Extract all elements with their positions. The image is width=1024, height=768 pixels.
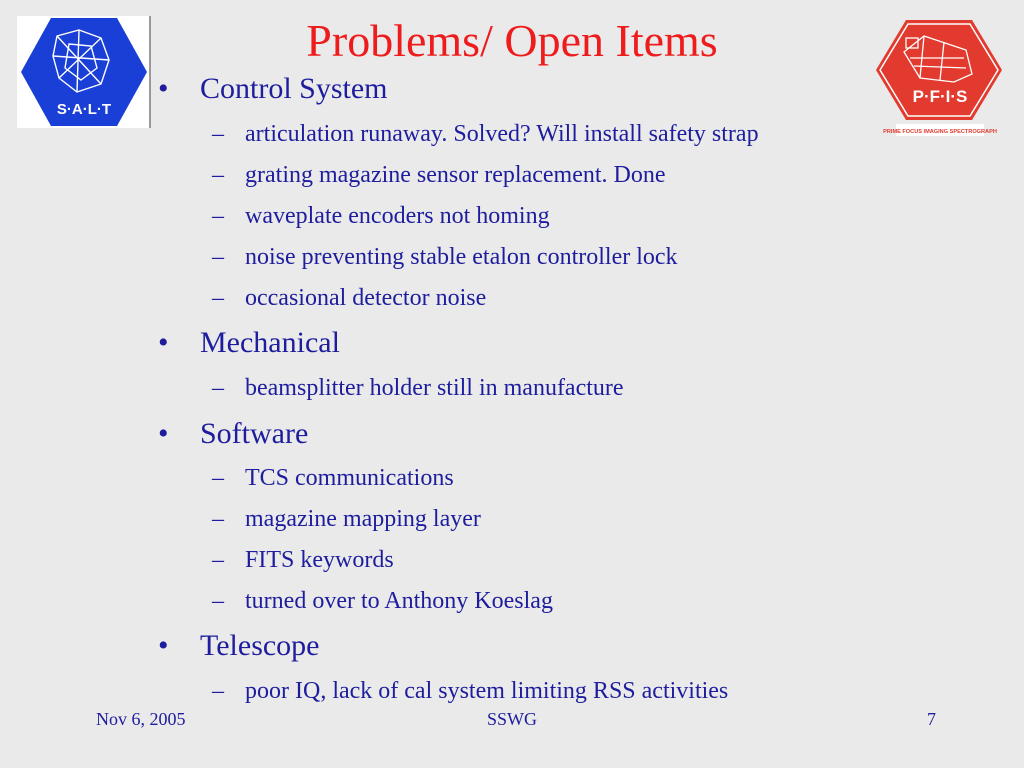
footer-page-number: 7 (927, 709, 936, 729)
section-heading: Control System (200, 72, 388, 105)
footer-event: SSWG (486, 709, 537, 729)
sub-item-text: waveplate encoders not homing (245, 203, 550, 229)
dash-icon: – (212, 203, 224, 229)
sub-item-text: magazine mapping layer (245, 506, 481, 532)
salt-logo-text: S·A·L·T (56, 101, 112, 118)
bullet-icon: • (158, 417, 169, 450)
dash-icon: – (212, 121, 224, 147)
dash-icon: – (212, 162, 224, 188)
section-heading: Mechanical (200, 326, 340, 359)
sub-item-text: articulation runaway. Solved? Will install safety strap (245, 121, 759, 147)
sub-item-text: occasional detector noise (245, 285, 487, 311)
sub-item-text: turned over to Anthony Koeslag (245, 588, 553, 614)
sub-item-text: beamsplitter holder still in manufacture (245, 375, 624, 401)
dash-icon: – (212, 465, 224, 491)
sub-item-text: noise preventing stable etalon controller lock (245, 244, 678, 270)
sub-item-text: poor IQ, lack of cal system limiting RSS activities (245, 678, 729, 704)
sub-item-text: FITS keywords (245, 547, 394, 573)
dash-icon: – (212, 506, 224, 532)
pfis-logo-subtext: PRIME FOCUS IMAGING SPECTROGRAPH (883, 129, 997, 135)
dash-icon: – (212, 375, 224, 401)
bullet-icon: • (158, 629, 169, 662)
dash-icon: – (212, 588, 224, 614)
bullet-icon: • (158, 326, 169, 359)
sub-item-text: TCS communications (245, 465, 454, 491)
slide-title: Problems/ Open Items (306, 15, 718, 66)
footer-date: Nov 6, 2005 (96, 709, 186, 729)
dash-icon: – (212, 285, 224, 311)
section-heading: Software (200, 417, 309, 450)
section-heading: Telescope (200, 629, 320, 662)
pfis-logo-text: P·F·I·S (912, 87, 968, 106)
bullet-icon: • (158, 72, 169, 105)
sub-item-text: grating magazine sensor replacement. Done (245, 162, 666, 188)
dash-icon: – (212, 547, 224, 573)
dash-icon: – (212, 244, 224, 270)
dash-icon: – (212, 678, 224, 704)
